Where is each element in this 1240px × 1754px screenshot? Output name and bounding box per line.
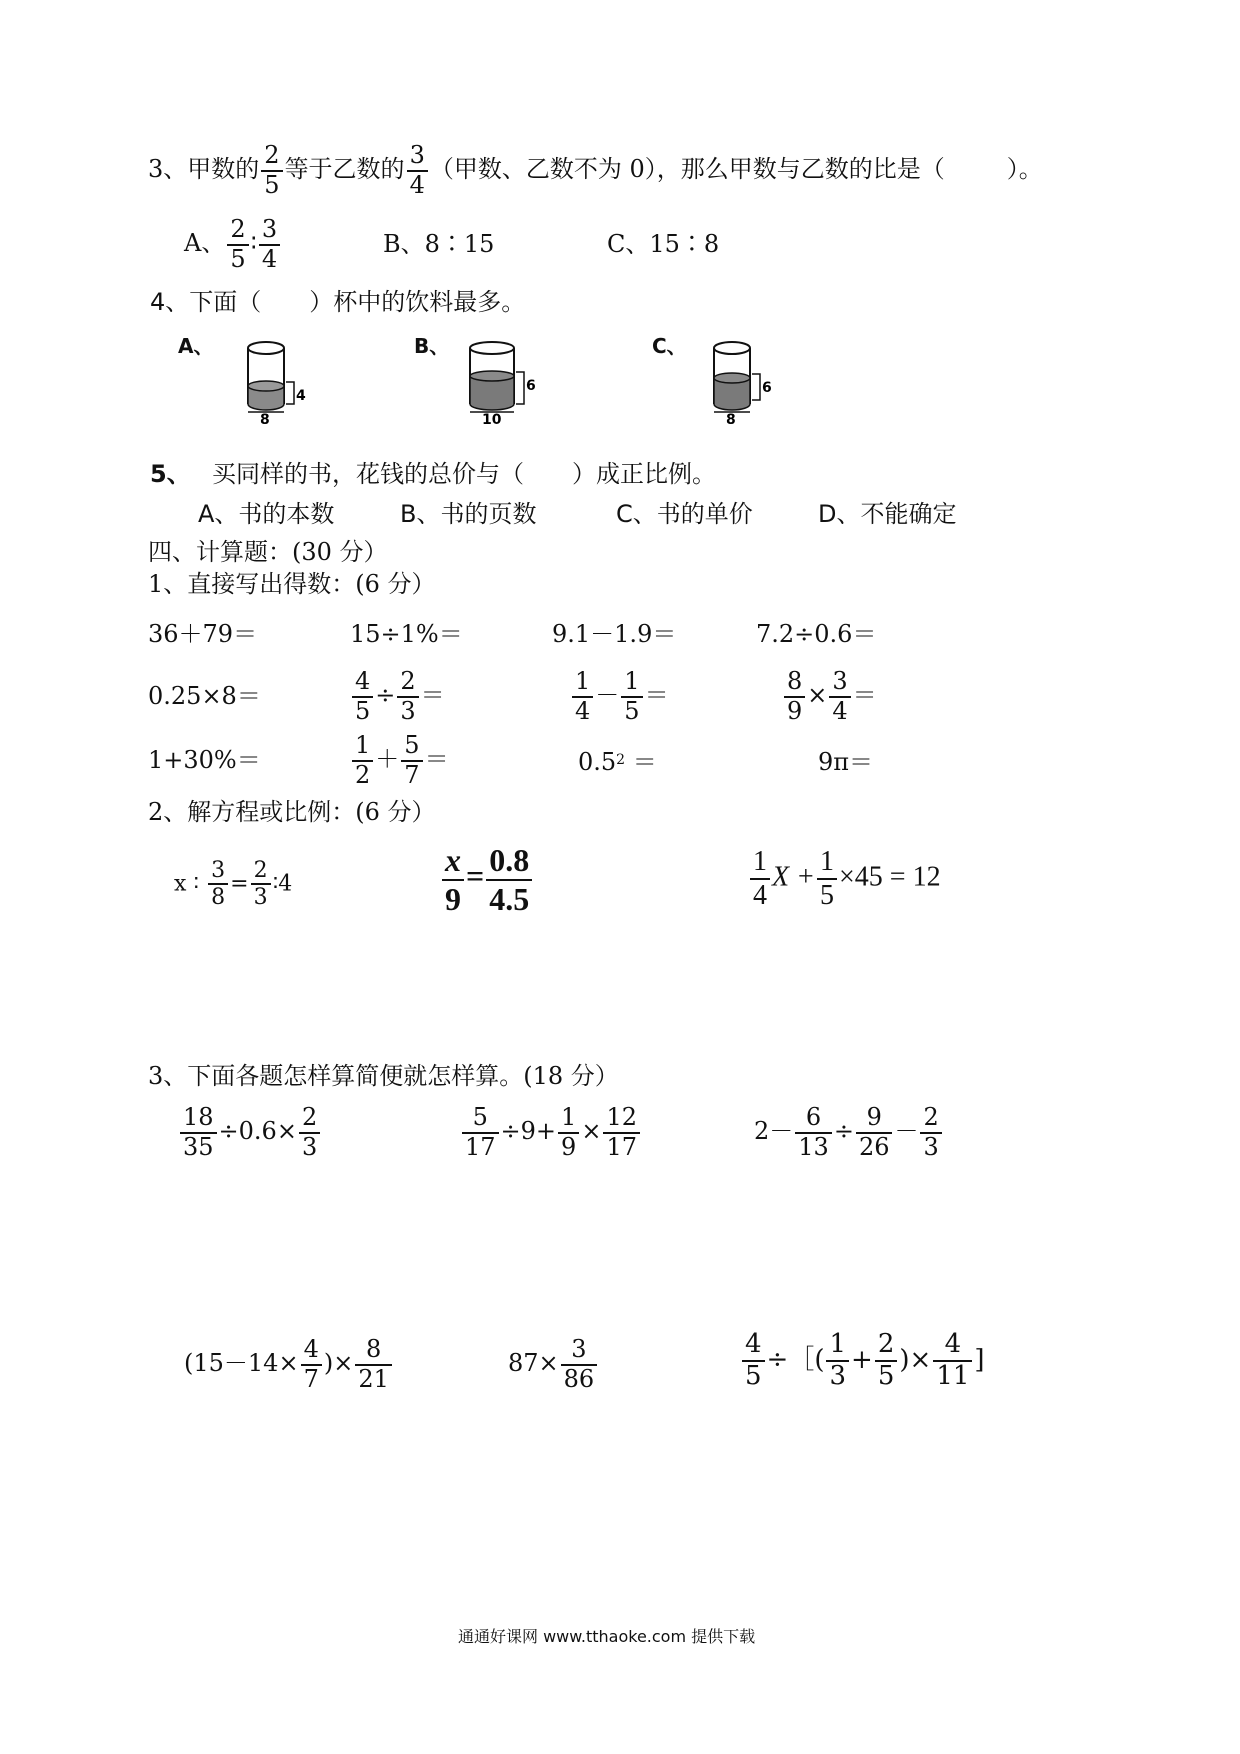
cup-b-height-label: 6 <box>526 378 536 394</box>
q3-option-c[interactable]: C、15∶8 <box>607 230 720 258</box>
calc-1-1[interactable]: 36＋79＝ <box>148 620 258 648</box>
simplify-6[interactable]: $\frac{4}{5}$ ÷［( $\frac{1}{3}$ + $\frac{2}{5}$ )× $\frac{4}{11}$ ] <box>740 1330 985 1392</box>
q3-option-a-fraction-1: $\frac{2}{5}$ <box>227 216 248 273</box>
simplify-5[interactable]: 87× $\frac{3}{86}$ <box>508 1336 599 1393</box>
part1-title: 1、直接写出得数：(6 分） <box>148 570 436 598</box>
cup-a-height-label: 4 <box>296 388 306 404</box>
part3-title: 3、下面各题怎样算简便就怎样算。(18 分） <box>148 1062 619 1090</box>
q3-stem <box>148 142 1043 199</box>
calc-2-4[interactable]: $\frac{8}{9}$ × $\frac{3}{4}$ ＝ <box>782 668 877 725</box>
calc-3-1[interactable]: 1+30%＝ <box>148 746 261 774</box>
cup-c-height-label: 6 <box>762 380 772 396</box>
q4-stem: 4、下面（ ）杯中的饮料最多。 <box>150 288 526 316</box>
calc-2-3[interactable]: $\frac{1}{4}$ － $\frac{1}{5}$ ＝ <box>570 668 669 725</box>
q5-number: 5、 <box>150 460 191 488</box>
calc-1-3[interactable]: 9.1－1.9＝ <box>552 620 677 648</box>
q5-option-c[interactable]: C、书的单价 <box>616 500 753 528</box>
equation-2[interactable]: $\frac{x}{9}$ = $\frac{0.8}{4.5}$ <box>440 842 534 918</box>
calc-1-4[interactable]: 7.2÷0.6＝ <box>756 620 877 648</box>
q3-fraction-1: $\frac{2}{5}$ <box>261 142 282 199</box>
equation-1[interactable]: x ∶ $\frac{3}{8}$ = $\frac{2}{3}$ ∶4 <box>174 858 293 911</box>
cup-c-label: C、 <box>652 334 687 358</box>
q3-text-d: ）。 <box>1006 155 1043 184</box>
calc-3-2[interactable]: $\frac{1}{2}$ ＋ $\frac{5}{7}$ ＝ <box>350 732 449 789</box>
q3-option-a[interactable]: A、 $\frac{2}{5}$ ∶ $\frac{3}{4}$ <box>184 216 282 273</box>
q3-text-a: 3、甲数的 <box>148 155 260 184</box>
cup-b-label: B、 <box>414 334 450 358</box>
section4-title: 四、计算题：(30 分） <box>148 538 388 566</box>
cup-c[interactable] <box>712 338 782 424</box>
calc-2-2[interactable]: $\frac{4}{5}$ ÷ $\frac{2}{3}$ ＝ <box>350 668 445 725</box>
cup-c-width-label: 8 <box>726 412 736 424</box>
simplify-4[interactable]: (15－14× $\frac{4}{7}$ )× $\frac{8}{21}$ <box>184 1336 394 1393</box>
q3-fraction-2: $\frac{3}{4}$ <box>407 142 428 199</box>
simplify-3[interactable]: 2－ $\frac{6}{13}$ ÷ $\frac{9}{26}$ － $\frac{2}{3}$ <box>754 1104 944 1161</box>
cup-a-width-label: 8 <box>260 412 270 424</box>
q5-option-b[interactable]: B、书的页数 <box>400 500 537 528</box>
q3-text-c: （甲数、乙数不为 0），那么甲数与乙数的比是（ <box>429 155 945 184</box>
simplify-1[interactable]: $\frac{18}{35}$ ÷0.6× $\frac{2}{3}$ <box>178 1104 322 1161</box>
calc-3-3[interactable]: $0.5^2$ ＝ <box>578 748 657 776</box>
cup-b[interactable] <box>468 338 544 424</box>
equation-3[interactable]: $\frac{1}{4}$ X + $\frac{1}{5}$ ×45 = 12 <box>748 846 941 912</box>
q3-option-b[interactable]: B、8∶15 <box>383 230 495 258</box>
cup-a[interactable] <box>246 338 316 424</box>
q3-text-b: 等于乙数的 <box>284 155 405 184</box>
cup-b-width-label: 10 <box>482 412 502 424</box>
calc-1-2[interactable]: 15÷1%＝ <box>350 620 463 648</box>
q5-option-d[interactable]: D、不能确定 <box>818 500 957 528</box>
footer-text: 通通好课网 www.tthaoke.com 提供下载 <box>458 1627 756 1646</box>
q3-option-a-fraction-2: $\frac{3}{4}$ <box>259 216 280 273</box>
cup-a-label: A、 <box>178 334 214 358</box>
q5-stem: 买同样的书，花钱的总价与（ ）成正比例。 <box>212 460 716 488</box>
calc-3-4[interactable]: 9π＝ <box>818 748 874 776</box>
calc-2-1[interactable]: 0.25×8＝ <box>148 682 261 710</box>
simplify-2[interactable]: $\frac{5}{17}$ ÷9+ $\frac{1}{9}$ × $\frac{12}{17}$ <box>460 1104 642 1161</box>
q5-option-a[interactable]: A、书的本数 <box>198 500 335 528</box>
part2-title: 2、解方程或比例：(6 分） <box>148 798 436 826</box>
